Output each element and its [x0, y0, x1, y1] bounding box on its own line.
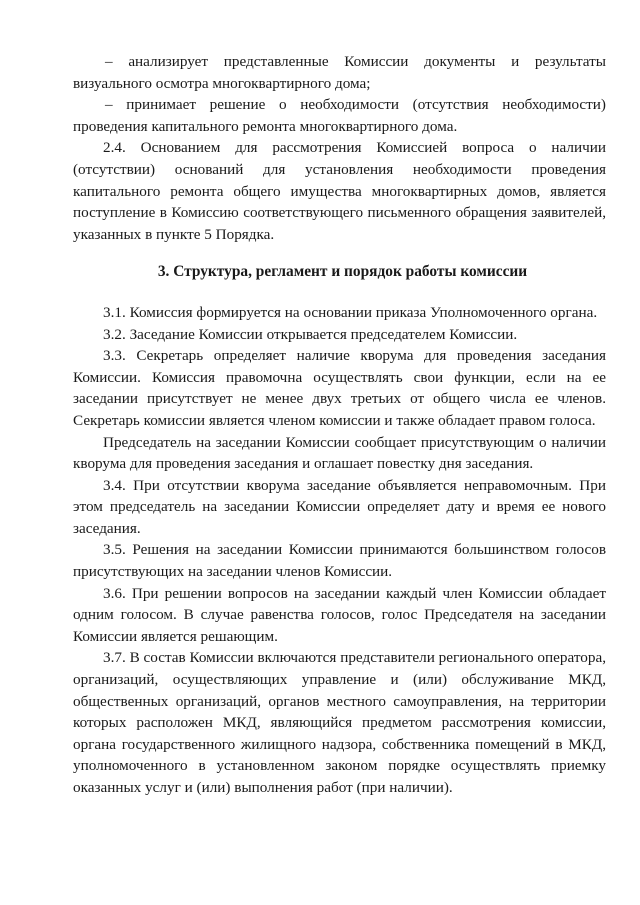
section-heading: 3. Структура, регламент и порядок работы комиссии [157, 263, 528, 281]
paragraph-3-3: 3.3. Секретарь определяет наличие кворума для проведения заседания Комиссии. Комиссия правомочна осуществлять свои функции, если на ее заседании присутствует не менее двух третьих от общего числа ее членов. Секретарь комиссии является членом комиссии и также обладает правом голоса. [73, 347, 606, 429]
paragraph-3-7: 3.7. В состав Комиссии включаются представители регионального оператора, организаций, осуществляющих управление и (или) обслуживание МКД, общественных организаций, органов местного самоуправления, на территории которых расположен МКД, являющийся предметом рассмотрения комиссии, органа государственного жилищного надзора, собственника помещений в МКД, уполномоченного в установленном законом порядке осуществлять приемку оказанных услуг и (или) выполнения работ (при наличии). [73, 649, 607, 796]
paragraph-chairman: Председатель на заседании Комиссии сообщает присутствующим о наличии кворума для проведения заседания и оглашает повестку дня заседания. [73, 433, 606, 473]
paragraph-analyzes: – анализирует представленные Комиссии документы и результаты визуального осмотра многоквартирного дома; [73, 53, 606, 92]
paragraph-3-4: 3.4. При отсутствии кворума заседание объявляется неправомочным. При этом председатель на заседании Комиссии определяет дату и время ее нового заседания. [73, 476, 606, 537]
paragraph-3-6: 3.6. При решении вопросов на заседании каждый член Комиссии обладает одним голосом. В случае равенства голосов, голос Председателя на заседании Комиссии является решающим. [73, 584, 606, 645]
paragraph-3-2: 3.2. Заседание Комиссии открывается председателем Комиссии. [103, 325, 518, 343]
paragraph-3-1: 3.1. Комиссия формируется на основании приказа Уполномоченного органа. [103, 303, 598, 321]
paragraph-2-4: 2.4. Основанием для рассмотрения Комиссией вопроса о наличии (отсутствии) оснований для установления необходимости проведения капитального ремонта общего имущества многоквартирных домов, является поступление в Комиссию соответствующего письменного обращения заявителей, указанных в пункте 5 Порядка. [73, 139, 606, 243]
spacer [73, 245, 606, 261]
paragraph-decides: – принимает решение о необходимости (отсутствия необходимости) проведения капитального ремонта многоквартирного дома. [73, 96, 606, 135]
spacer [73, 283, 606, 302]
paragraph-3-5: 3.5. Решения на заседании Комиссии принимаются большинством голосов присутствующих на заседании членов Комиссии. [73, 541, 606, 581]
